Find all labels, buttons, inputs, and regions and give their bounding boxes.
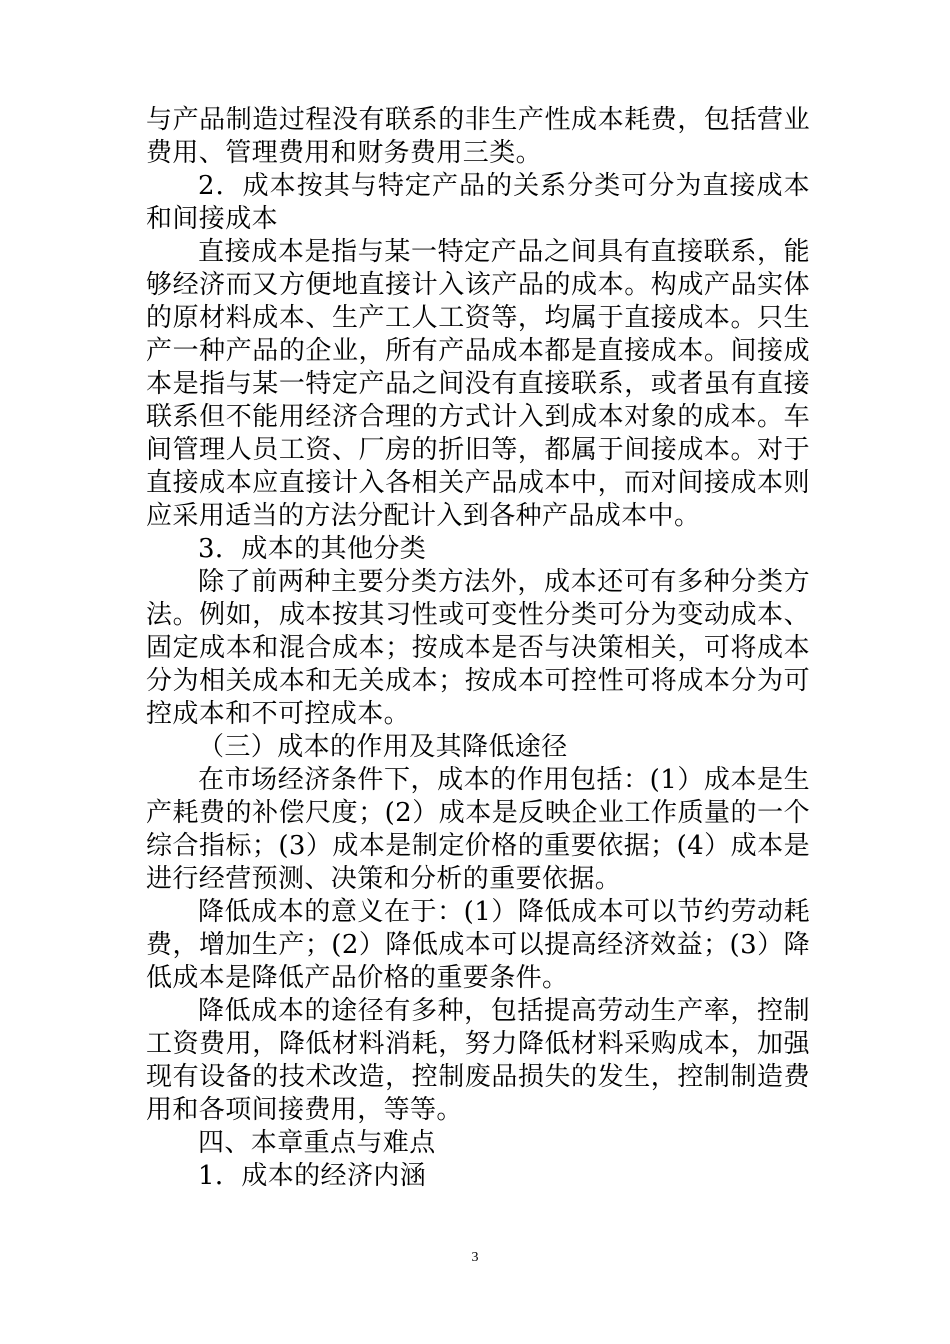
paragraph-cost-reduction-ways: 降低成本的途径有多种，包括提高劳动生产率，控制工资费用，降低材料消耗，努力降低材料采购成本，加强现有设备的技术改造，控制废品损失的发生，控制制造费用和各项间接费用，等等。: [146, 996, 810, 1125]
section-heading-other-classification: 3．成本的其他分类: [198, 534, 427, 564]
section-heading-economic-meaning: 1．成本的经济内涵: [198, 1161, 427, 1191]
paragraph-continuation: 与产品制造过程没有联系的非生产性成本耗费，包括营业费用、管理费用和财务费用三类。: [146, 105, 810, 168]
paragraph-direct-indirect-cost: 直接成本是指与某一特定产品之间具有直接联系，能够经济而又方便地直接计入该产品的成本。构成产品实体的原材料成本、生产工人工资等，均属于直接成本。只生产一种产品的企业，所有产品成本都是直接成本。间接成本是指与某一特定产品之间没有直接联系，或者虽有直接联系但不能用经济合理的方式计入到成本对象的成本。车间管理人员工资、厂房的折旧等，都属于间接成本。对于直接成本应直接计入各相关产品成本中，而对间接成本则应采用适当的方法分配计入到各种产品成本中。: [146, 237, 810, 531]
section-heading-key-points: 四、本章重点与难点: [198, 1128, 436, 1158]
paragraph-other-classification: 除了前两种主要分类方法外，成本还可有多种分类方法。例如，成本按其习性或可变性分类可分为变动成本、固定成本和混合成本；按成本是否与决策相关，可将成本分为相关成本和无关成本；按成本可控性可将成本分为可控成本和不可控成本。: [146, 567, 810, 729]
section-heading-cost-role: （三）成本的作用及其降低途径: [198, 732, 568, 762]
document-body: [146, 104, 810, 1193]
paragraph-cost-reduction-significance: 降低成本的意义在于：(1）降低成本可以节约劳动耗费，增加生产；(2）降低成本可以提高经济效益；(3）降低成本是降低产品价格的重要条件。: [146, 897, 810, 993]
page-number: 3: [471, 1250, 479, 1265]
paragraph-cost-role: 在市场经济条件下，成本的作用包括：(1）成本是生产耗费的补偿尺度；(2）成本是反映企业工作质量的一个综合指标；(3）成本是制定价格的重要依据；(4）成本是进行经营预测、决策和分析的重要依据。: [146, 765, 810, 894]
section-heading-direct-indirect-cost: 2．成本按其与特定产品的关系分类可分为直接成本和间接成本: [146, 171, 810, 234]
